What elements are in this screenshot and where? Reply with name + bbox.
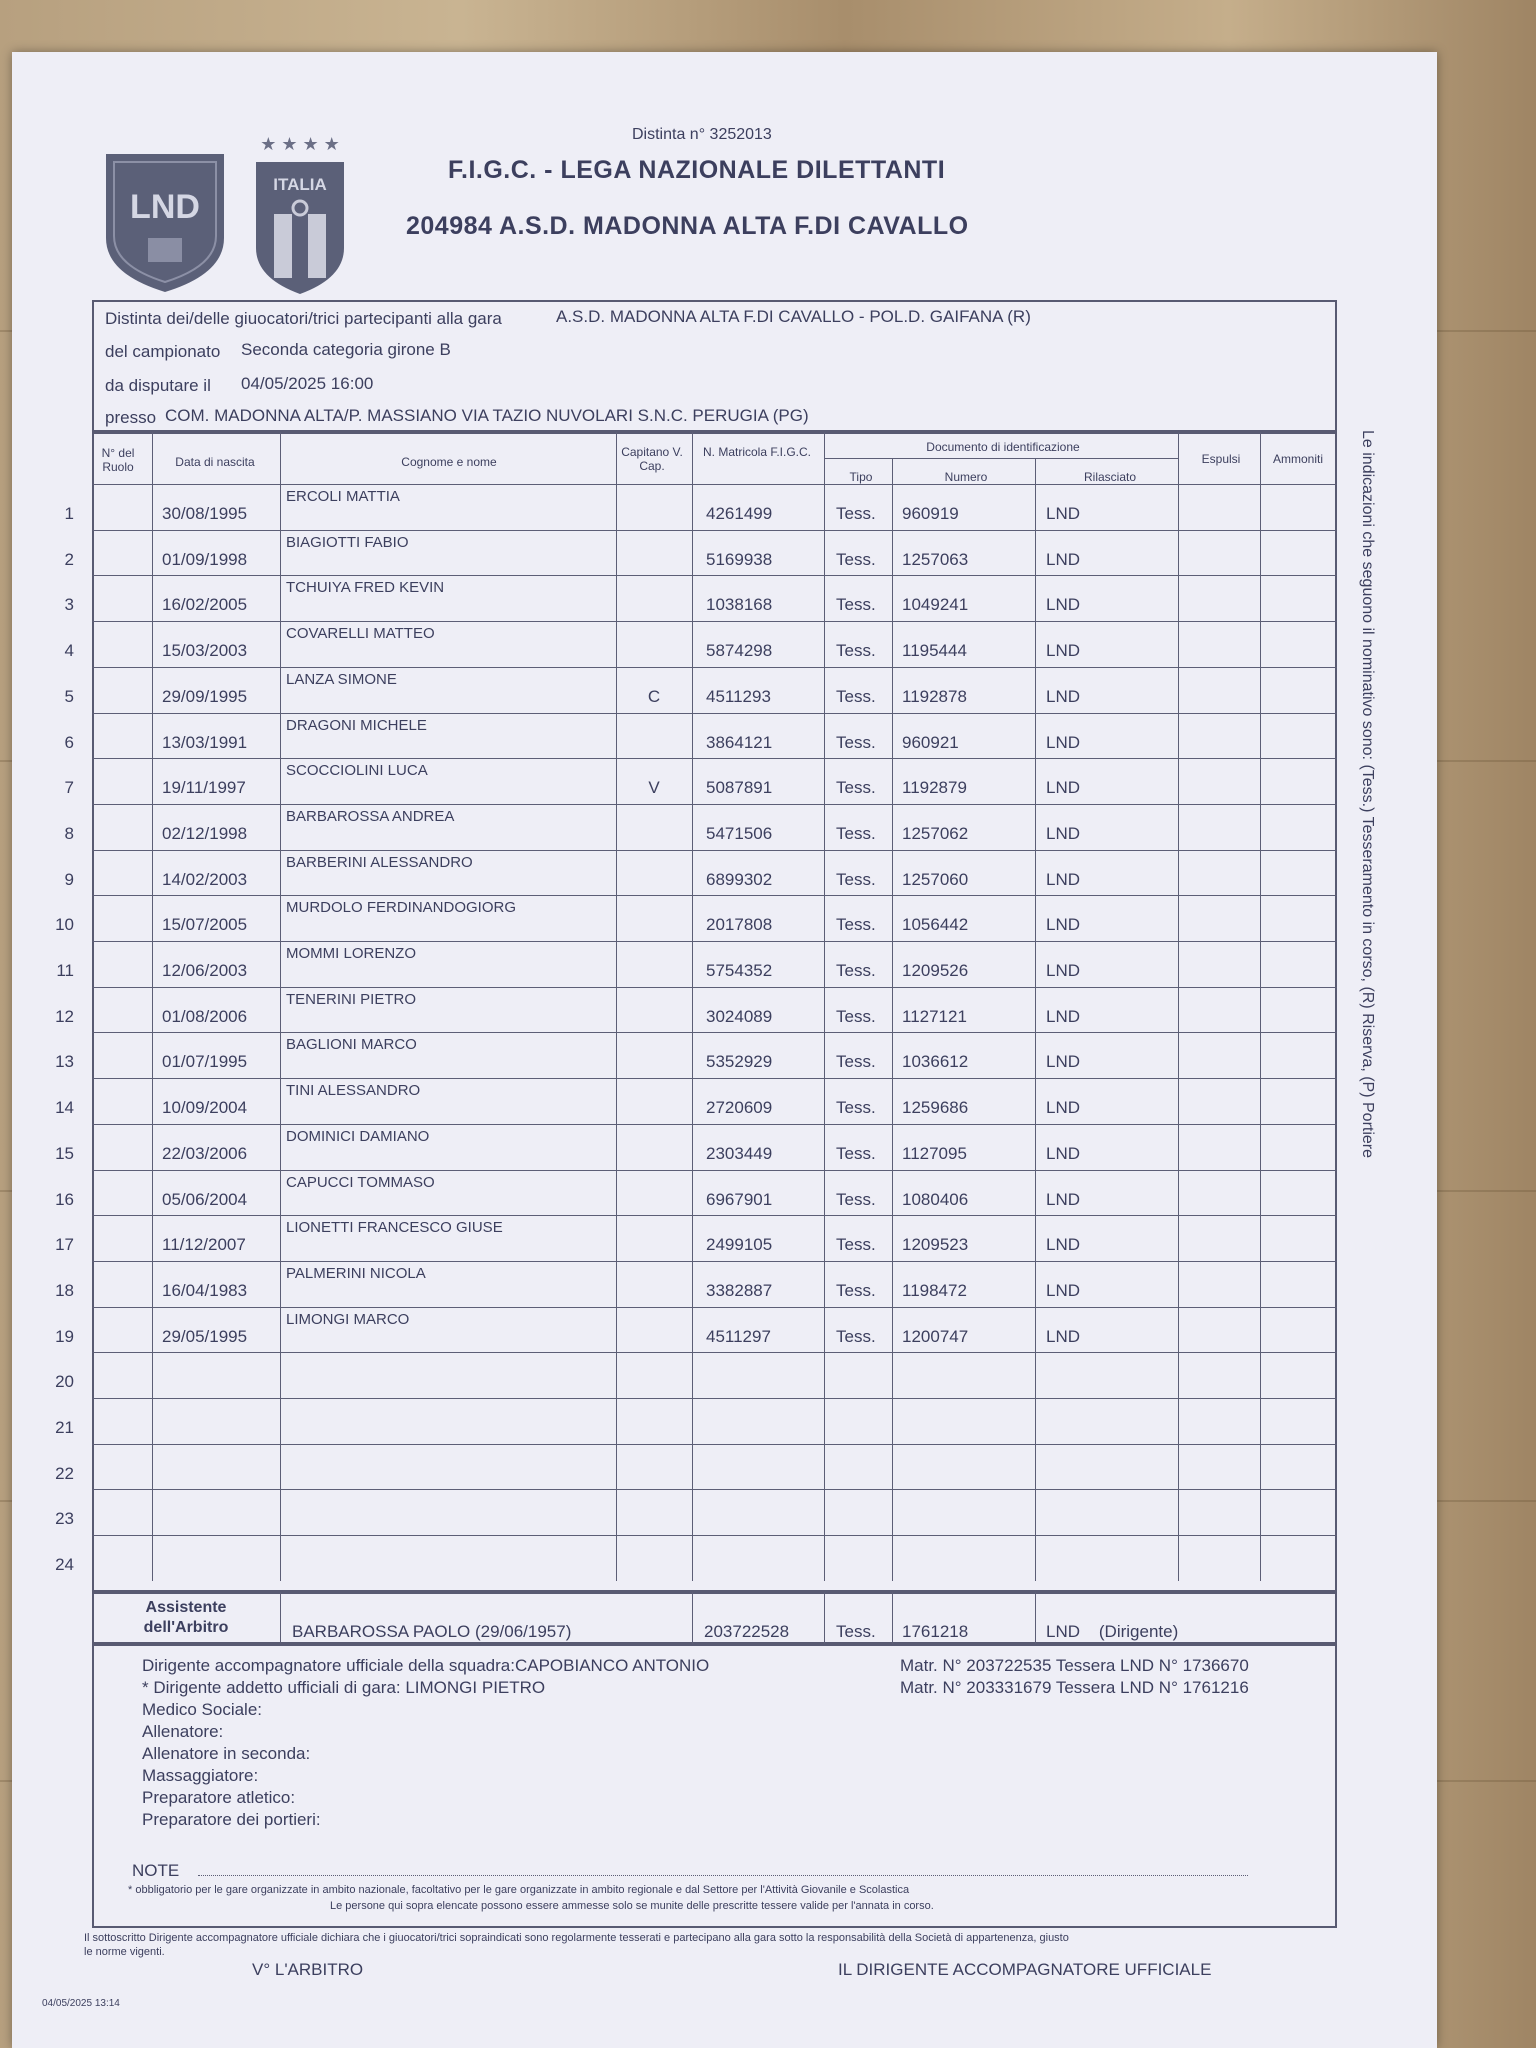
matricola: 5087891 xyxy=(706,778,773,798)
doc-type: Tess. xyxy=(836,1235,876,1255)
grid-row-line xyxy=(92,713,1337,714)
birth-date: 29/09/1995 xyxy=(162,686,248,706)
player-name: MOMMI LORENZO xyxy=(286,945,416,962)
header-nome: Cognome e nome xyxy=(401,455,497,469)
matricola: 3864121 xyxy=(706,732,773,752)
matricola: 6967901 xyxy=(706,1189,773,1209)
assistant-tipo: Tess. xyxy=(836,1622,876,1641)
doc-issuer: LND xyxy=(1046,1006,1081,1026)
staff-entry: Preparatore atletico: xyxy=(142,1788,296,1807)
matricola: 2017808 xyxy=(706,915,773,935)
player-name: BAGLIONI MARCO xyxy=(286,1036,417,1054)
presso-value: COM. MADONNA ALTA/P. MASSIANO VIA TAZIO NUVOLARI S.N.C. PERUGIA (PG) xyxy=(165,406,809,425)
row-number: 14 xyxy=(55,1098,74,1118)
doc-type: Tess. xyxy=(836,641,876,661)
club-title: 204984 A.S.D. MADONNA ALTA F.DI CAVALLO xyxy=(406,212,969,240)
grid-row-line xyxy=(92,1307,1337,1308)
header-tipo: Tipo xyxy=(849,470,873,484)
row-number: 17 xyxy=(55,1235,74,1255)
player-name: DRAGONI MICHELE xyxy=(286,716,427,734)
captain-mark: V xyxy=(648,778,660,798)
doc-issuer: LND xyxy=(1046,1098,1081,1118)
campionato-value: Seconda categoria girone B xyxy=(241,340,451,359)
grid-row-line xyxy=(92,1398,1337,1399)
doc-number: 1080406 xyxy=(902,1189,969,1209)
row-number: 16 xyxy=(55,1189,74,1209)
row-number: 24 xyxy=(55,1555,74,1575)
birth-date: 01/08/2006 xyxy=(162,1006,248,1026)
row-number: 18 xyxy=(55,1280,74,1300)
row-number: 8 xyxy=(64,823,74,843)
grid-row-line xyxy=(92,850,1337,851)
birth-date: 11/12/2007 xyxy=(162,1235,246,1255)
doc-issuer: LND xyxy=(1046,1280,1081,1300)
doc-issuer: LND xyxy=(1046,732,1081,752)
doc-issuer: LND xyxy=(1046,1052,1081,1072)
doc-issuer: LND xyxy=(1046,1143,1081,1163)
birth-date: 02/12/1998 xyxy=(162,823,248,843)
federation-title: F.I.G.C. - LEGA NAZIONALE DILETTANTI xyxy=(448,156,946,184)
player-name: LANZA SIMONE xyxy=(286,670,397,688)
matricola: 2499105 xyxy=(706,1235,773,1255)
header-numero: Numero xyxy=(944,470,988,484)
gara-value: A.S.D. MADONNA ALTA F.DI CAVALLO - POL.D. GAIFANA (R) xyxy=(556,307,1031,326)
doc-issuer: LND xyxy=(1046,595,1081,615)
row-number: 11 xyxy=(56,961,74,980)
matricola: 3024089 xyxy=(706,1006,773,1026)
doc-issuer: LND xyxy=(1046,504,1081,523)
grid-col-line xyxy=(892,458,893,1581)
lnd-logo xyxy=(100,146,230,296)
grid-col-line xyxy=(616,432,617,1581)
grid-col-line xyxy=(280,432,281,1581)
player-name: DOMINICI DAMIANO xyxy=(286,1127,430,1145)
footnote-persone: Le persone qui sopra elencate possono essere ammesse solo se munite delle prescritte tessere valide per l'annata in corso. xyxy=(330,1900,934,1912)
doc-number: 1036612 xyxy=(902,1052,969,1072)
grid-row-line xyxy=(92,621,1337,622)
doc-number: 1056442 xyxy=(902,915,969,935)
data-label: da disputare il xyxy=(105,376,211,395)
doc-issuer: LND xyxy=(1046,1326,1081,1346)
matricola: 4261499 xyxy=(706,504,773,523)
row-number: 21 xyxy=(55,1418,74,1437)
header-nascita: Data di nascita xyxy=(175,455,255,469)
doc-number: 1200747 xyxy=(902,1326,969,1346)
declaration-line2: le norme vigenti. xyxy=(84,1946,165,1958)
row-number: 20 xyxy=(55,1372,74,1392)
row-number: 10 xyxy=(55,915,74,935)
player-name: CAPUCCI TOMMASO xyxy=(286,1173,435,1191)
player-name: TINI ALESSANDRO xyxy=(286,1082,421,1100)
staff-entry: Dirigente accompagnatore ufficiale della squadra:CAPOBIANCO ANTONIO xyxy=(142,1656,710,1675)
print-timestamp: 04/05/2025 13:14 xyxy=(42,1998,120,2009)
row-number: 23 xyxy=(55,1509,74,1529)
row-number: 4 xyxy=(64,641,74,661)
doc-issuer: LND xyxy=(1046,778,1081,798)
player-name: PALMERINI NICOLA xyxy=(286,1264,426,1282)
doc-issuer: LND xyxy=(1046,915,1081,935)
doc-number: 960921 xyxy=(902,732,959,752)
doc-number: 1195444 xyxy=(902,641,967,661)
grid-row-line xyxy=(92,575,1337,576)
campionato-label: del campionato xyxy=(105,342,221,361)
birth-date: 15/07/2005 xyxy=(162,915,248,935)
grid-row-line xyxy=(92,987,1337,988)
doc-type: Tess. xyxy=(836,504,876,523)
figc-italia-logo xyxy=(250,128,350,300)
header-matricola: N. Matricola F.I.G.C. xyxy=(702,445,812,459)
matricola: 3382887 xyxy=(706,1280,773,1300)
doc-type: Tess. xyxy=(836,549,876,569)
birth-date: 30/08/1995 xyxy=(162,504,248,523)
matricola: 2303449 xyxy=(706,1143,773,1163)
birth-date: 14/02/2003 xyxy=(162,869,248,889)
svg-text:LND: LND xyxy=(130,188,200,226)
matricola: 5874298 xyxy=(706,641,773,661)
player-name: TCHUIYA FRED KEVIN xyxy=(286,579,445,597)
player-name: TENERINI PIETRO xyxy=(286,990,417,1008)
signature-dirigente: IL DIRIGENTE ACCOMPAGNATORE UFFICIALE xyxy=(838,1960,1212,1979)
doc-number: 1127121 xyxy=(902,1006,967,1026)
doc-type: Tess. xyxy=(836,1326,876,1346)
staff-entry: Allenatore in seconda: xyxy=(142,1744,311,1763)
player-name: COVARELLI MATTEO xyxy=(286,625,435,643)
doc-type: Tess. xyxy=(836,1280,876,1300)
grid-row-line xyxy=(92,1215,1337,1216)
matricola: 5471506 xyxy=(706,823,773,843)
doc-number: 1127095 xyxy=(902,1143,967,1163)
grid-col-line xyxy=(692,432,693,1581)
doc-issuer: LND xyxy=(1046,823,1081,843)
matricola: 4511297 xyxy=(706,1326,771,1346)
signature-arbitro: V° L'ARBITRO xyxy=(252,1960,364,1979)
doc-number: 1209523 xyxy=(902,1235,969,1255)
footnote-obbligatorio: * obbligatorio per le gare organizzate in ambito nazionale, facoltativo per le gare organizzate in ambito regionale e dal Settore per l'Attività Giovanile e Scolastica xyxy=(128,1884,910,1896)
row-number: 6 xyxy=(64,732,74,752)
note-label: NOTE xyxy=(132,1861,180,1880)
doc-number: 1257060 xyxy=(902,869,969,889)
assistant-matricola: 203722528 xyxy=(704,1622,790,1641)
grid-row-line xyxy=(92,1489,1337,1490)
player-name: MURDOLO FERDINANDOGIORG xyxy=(286,899,517,917)
doc-number: 1259686 xyxy=(902,1098,969,1118)
birth-date: 01/07/1995 xyxy=(162,1052,248,1072)
doc-number: 1209526 xyxy=(902,961,969,980)
birth-date: 19/11/1997 xyxy=(162,778,246,798)
assistant-rilasciato: LND (Dirigente) xyxy=(1046,1622,1179,1641)
grid-row-line xyxy=(92,530,1337,531)
player-name: SCOCCIOLINI LUCA xyxy=(286,762,428,780)
row-number: 1 xyxy=(64,504,74,523)
doc-type: Tess. xyxy=(836,915,876,935)
doc-issuer: LND xyxy=(1046,549,1081,569)
doc-type: Tess. xyxy=(836,1052,876,1072)
grid-row-line xyxy=(92,758,1337,759)
grid-row-line xyxy=(92,1535,1337,1536)
staff-entry: Massaggiatore: xyxy=(142,1766,259,1785)
birth-date: 29/05/1995 xyxy=(162,1326,248,1346)
row-number: 12 xyxy=(55,1006,74,1026)
birth-date: 01/09/1998 xyxy=(162,549,248,569)
header-ammoniti: Ammoniti xyxy=(1272,452,1323,466)
staff-entry: Allenatore: xyxy=(142,1722,224,1741)
birth-date: 15/03/2003 xyxy=(162,641,248,661)
matricola: 1038168 xyxy=(706,595,773,615)
staff-entry: Medico Sociale: xyxy=(142,1700,263,1719)
presso-label: presso xyxy=(105,408,157,427)
row-number: 3 xyxy=(64,595,74,615)
doc-type: Tess. xyxy=(836,595,876,615)
grid-row-line xyxy=(92,1444,1337,1445)
matricola: 5754352 xyxy=(706,961,773,980)
captain-mark: C xyxy=(647,686,661,706)
doc-type: Tess. xyxy=(836,778,876,798)
svg-text:ITALIA: ITALIA xyxy=(273,175,327,194)
row-number: 2 xyxy=(64,549,74,569)
grid-col-line xyxy=(1260,432,1261,1581)
matricola: 2720609 xyxy=(706,1098,773,1118)
grid-row-line xyxy=(92,895,1337,896)
assistant-numero: 1761218 xyxy=(902,1622,969,1641)
doc-number: 1257062 xyxy=(902,823,969,843)
assistant-name: BARBAROSSA PAOLO (29/06/1957) xyxy=(292,1622,572,1641)
grid-row-line xyxy=(92,484,1337,485)
svg-text:★ ★ ★ ★: ★ ★ ★ ★ xyxy=(260,134,340,154)
matricola: 4511293 xyxy=(706,686,771,706)
doc-type: Tess. xyxy=(836,1098,876,1118)
grid-row-line xyxy=(92,1261,1337,1262)
staff-matricola: Matr. N° 203722535 Tessera LND N° 1736670 xyxy=(900,1656,1249,1675)
player-name: ERCOLI MATTIA xyxy=(286,488,400,505)
doc-issuer: LND xyxy=(1046,961,1081,980)
doc-number: 960919 xyxy=(902,504,959,523)
document-sheet xyxy=(12,52,1437,2048)
birth-date: 12/06/2003 xyxy=(162,961,248,980)
note-dotted-line xyxy=(198,1875,1248,1876)
birth-date: 22/03/2006 xyxy=(162,1143,248,1163)
distinta-number: Distinta n° 3252013 xyxy=(632,126,772,143)
grid-col-line xyxy=(152,432,153,1581)
matricola: 6899302 xyxy=(706,869,773,889)
doc-issuer: LND xyxy=(1046,1189,1081,1209)
doc-type: Tess. xyxy=(836,1143,876,1163)
row-number: 19 xyxy=(55,1326,74,1346)
gara-label: Distinta dei/delle giuocatori/trici partecipanti alla gara xyxy=(105,309,502,328)
player-name: LIMONGI MARCO xyxy=(286,1310,410,1328)
doc-type: Tess. xyxy=(836,823,876,843)
birth-date: 13/03/1991 xyxy=(162,732,248,752)
declaration-line1: Il sottoscritto Dirigente accompagnatore ufficiale dichiara che i giuocatori/trici sopraindicati sono regolarmente tesserati e partecipano alla gara sotto la responsabilità della Società di appartenenza, giusto xyxy=(84,1932,1069,1944)
row-number: 15 xyxy=(55,1143,74,1163)
grid-row-line xyxy=(92,1170,1337,1171)
grid-row-line xyxy=(92,804,1337,805)
row-number: 22 xyxy=(55,1463,74,1483)
grid-col-line xyxy=(824,432,825,1581)
header-documento: Documento di identificazione xyxy=(926,440,1080,454)
grid-row-line xyxy=(92,1078,1337,1079)
grid-col-line xyxy=(1178,432,1179,1581)
doc-type: Tess. xyxy=(836,732,876,752)
row-number: 7 xyxy=(64,778,74,798)
grid-col-line xyxy=(1035,458,1036,1581)
doc-type: Tess. xyxy=(836,1006,876,1026)
data-value: 04/05/2025 16:00 xyxy=(241,374,374,393)
player-name: BARBERINI ALESSANDRO xyxy=(286,853,473,871)
header-ruolo: N° del Ruolo xyxy=(101,446,135,474)
doc-type: Tess. xyxy=(836,686,876,706)
header-rilasciato: Rilasciato xyxy=(1083,470,1137,484)
side-note: Le indicazioni che seguono il nominativo sono: (Tess.) Tesseramento in corso, (R) Riserva, (P) Portiere xyxy=(1359,430,1376,1159)
staff-matricola: Matr. N° 203331679 Tessera LND N° 1761216 xyxy=(900,1678,1249,1697)
staff-entry: Preparatore dei portieri: xyxy=(142,1810,321,1829)
doc-issuer: LND xyxy=(1046,869,1081,889)
doc-issuer: LND xyxy=(1046,641,1081,661)
player-name: BIAGIOTTI FABIO xyxy=(286,533,409,551)
row-number: 5 xyxy=(64,686,74,706)
doc-number: 1049241 xyxy=(902,595,969,615)
doc-number: 1257063 xyxy=(902,549,969,569)
header-capitano: Capitano V. Cap. xyxy=(621,445,683,473)
birth-date: 16/02/2005 xyxy=(162,595,248,615)
matricola: 5169938 xyxy=(706,549,773,569)
birth-date: 16/04/1983 xyxy=(162,1280,248,1300)
row-number: 13 xyxy=(55,1052,74,1072)
grid-row-line xyxy=(92,1124,1337,1125)
header-espulsi: Espulsi xyxy=(1201,452,1241,466)
doc-number: 1192878 xyxy=(902,686,967,706)
doc-issuer: LND xyxy=(1046,686,1081,706)
doc-type: Tess. xyxy=(836,1189,876,1209)
doc-type: Tess. xyxy=(836,869,876,889)
row-number: 9 xyxy=(64,869,74,889)
doc-number: 1198472 xyxy=(902,1280,967,1300)
grid-row-line xyxy=(92,1032,1337,1033)
player-name: BARBAROSSA ANDREA xyxy=(286,807,455,825)
doc-issuer: LND xyxy=(1046,1235,1081,1255)
doc-type: Tess. xyxy=(836,961,876,980)
grid-row-line xyxy=(92,1352,1337,1353)
doc-number: 1192879 xyxy=(902,778,967,798)
grid-row-line xyxy=(824,458,1178,459)
grid-row-line xyxy=(92,941,1337,942)
matricola: 5352929 xyxy=(706,1052,773,1072)
assistant-label: Assistente dell'Arbitro xyxy=(143,1599,229,1636)
staff-entry: * Dirigente addetto ufficiali di gara: LIMONGI PIETRO xyxy=(142,1678,546,1697)
grid-row-line xyxy=(92,667,1337,668)
player-name: LIONETTI FRANCESCO GIUSE xyxy=(286,1219,503,1237)
birth-date: 10/09/2004 xyxy=(162,1098,248,1118)
birth-date: 05/06/2004 xyxy=(162,1189,248,1209)
